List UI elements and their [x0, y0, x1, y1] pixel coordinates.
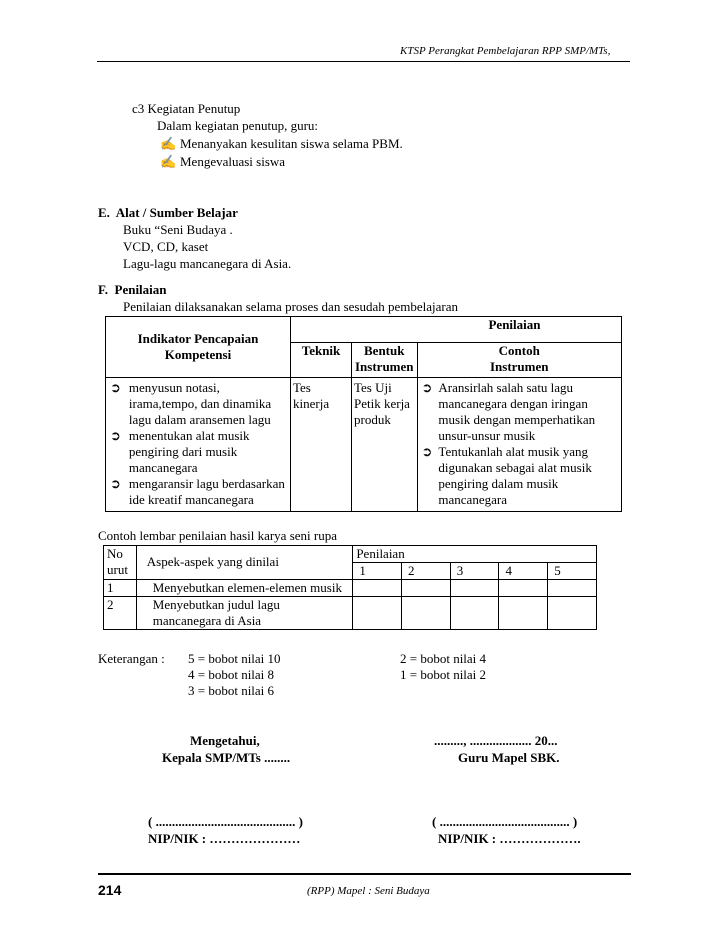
- th-no: No urut: [104, 546, 137, 580]
- score-header: 1: [353, 563, 402, 580]
- section-f-title: F. Penilaian: [98, 282, 167, 297]
- row-no: 1: [104, 580, 137, 597]
- row-no: 2: [104, 597, 137, 630]
- closing-item: Mengevaluasi siswa: [180, 154, 286, 169]
- score-header: 5: [548, 563, 597, 580]
- keterangan-label: Keterangan :: [98, 651, 165, 666]
- score-cell: [450, 597, 499, 630]
- th-contoh: Contoh Instrumen: [417, 343, 622, 378]
- section-e-line: Lagu-lagu mancanegara di Asia.: [123, 256, 292, 271]
- keterangan-item: 5 = bobot nilai 10: [188, 651, 281, 666]
- keterangan-item: 2 = bobot nilai 4: [400, 651, 487, 666]
- score-header: 2: [402, 563, 451, 580]
- closing-item: Menanyakan kesulitan siswa selama PBM.: [180, 136, 403, 151]
- score-cell: [548, 580, 597, 597]
- sig-left-title: Mengetahui,: [190, 733, 260, 748]
- score-cell: [548, 597, 597, 630]
- keterangan-item: 3 = bobot nilai 6: [188, 683, 275, 698]
- sig-left-nip: NIP/NIK : …………………: [148, 831, 301, 846]
- indikator-item: mengaransir lagu berdasarkan ide kreatif mancanegara: [128, 476, 285, 507]
- contoh-cell: [417, 378, 622, 512]
- table2-caption: Contoh lembar penilaian hasil karya seni rupa: [98, 528, 337, 543]
- score-cell: [402, 580, 451, 597]
- score-cell: [353, 597, 402, 630]
- indikator-item: menentukan alat musik pengiring dari musik mancanegara: [128, 428, 250, 475]
- th-penilaian: Penilaian: [353, 546, 597, 563]
- section-e-title: E. Alat / Sumber Belajar: [98, 205, 238, 220]
- indikator-item: menyusun notasi, irama,tempo, dan dinamika lagu dalam aransemen lagu: [128, 380, 272, 427]
- hand-bullet-icon: ✍: [160, 136, 177, 151]
- footer-text: (RPP) Mapel : Seni Budaya: [307, 885, 430, 897]
- assessment-table: [105, 316, 622, 512]
- arrow-bullet-icon: ➲: [110, 380, 121, 395]
- teknik-cell: Tes kinerja: [291, 378, 352, 512]
- keterangan-item: 4 = bobot nilai 8: [188, 667, 275, 682]
- score-cell: [499, 597, 548, 630]
- arrow-bullet-icon: ➲: [421, 380, 433, 395]
- sig-right-name: ( ........................................ ): [432, 814, 578, 829]
- score-cell: [353, 580, 402, 597]
- sig-right-title: ........., ................... 20...: [434, 733, 558, 748]
- footer-rule: [98, 873, 631, 875]
- sig-left-name: ( ........................................... ): [148, 814, 303, 829]
- score-cell: [499, 580, 548, 597]
- th-bentuk: Bentuk Instrumen: [352, 343, 418, 378]
- row-aspek: Menyebutkan elemen-elemen musik: [136, 580, 353, 597]
- indikator-cell: [106, 378, 291, 512]
- page-number: 214: [98, 882, 122, 898]
- section-e-line: VCD, CD, kaset: [123, 239, 209, 254]
- th-aspek: Aspek-aspek yang dinilai: [136, 546, 353, 580]
- section-f-intro: Penilaian dilaksanakan selama proses dan sesudah pembelajaran: [123, 299, 458, 314]
- arrow-bullet-icon: ➲: [421, 444, 433, 459]
- arrow-bullet-icon: ➲: [110, 476, 121, 491]
- row-aspek: Menyebutkan judul lagu mancanegara di Asia: [136, 597, 353, 630]
- hand-bullet-icon: ✍: [160, 154, 177, 169]
- contoh-item: Tentukanlah alat musik yang digunakan sebagai alat musik pengiring dalam musik mancanegara: [438, 444, 592, 507]
- section-e-line: Buku “Seni Budaya .: [123, 222, 233, 237]
- th-teknik: Teknik: [291, 343, 352, 378]
- score-cell: [402, 597, 451, 630]
- header-rule: [97, 61, 630, 62]
- closing-intro: Dalam kegiatan penutup, guru:: [157, 118, 319, 133]
- score-header: 3: [450, 563, 499, 580]
- th-penilaian: Penilaian: [291, 317, 622, 343]
- arrow-bullet-icon: ➲: [110, 428, 121, 443]
- running-header: KTSP Perangkat Pembelajaran RPP SMP/MTs,: [400, 45, 611, 57]
- th-indikator: Indikator Pencapaian Kompetensi: [106, 317, 291, 378]
- closing-heading: c3 Kegiatan Penutup: [132, 101, 241, 116]
- sig-left-role: Kepala SMP/MTs ........: [162, 750, 291, 765]
- sig-right-nip: NIP/NIK : ……………….: [438, 831, 581, 846]
- score-cell: [450, 580, 499, 597]
- contoh-item: Aransirlah salah satu lagu mancanegara dengan iringan musik dengan memperhatikan unsur-unsur musik: [438, 380, 596, 443]
- bentuk-cell: Tes Uji Petik kerja produk: [352, 378, 418, 512]
- score-table: [103, 545, 597, 630]
- sig-right-role: Guru Mapel SBK.: [458, 750, 560, 765]
- keterangan-item: 1 = bobot nilai 2: [400, 667, 487, 682]
- score-header: 4: [499, 563, 548, 580]
